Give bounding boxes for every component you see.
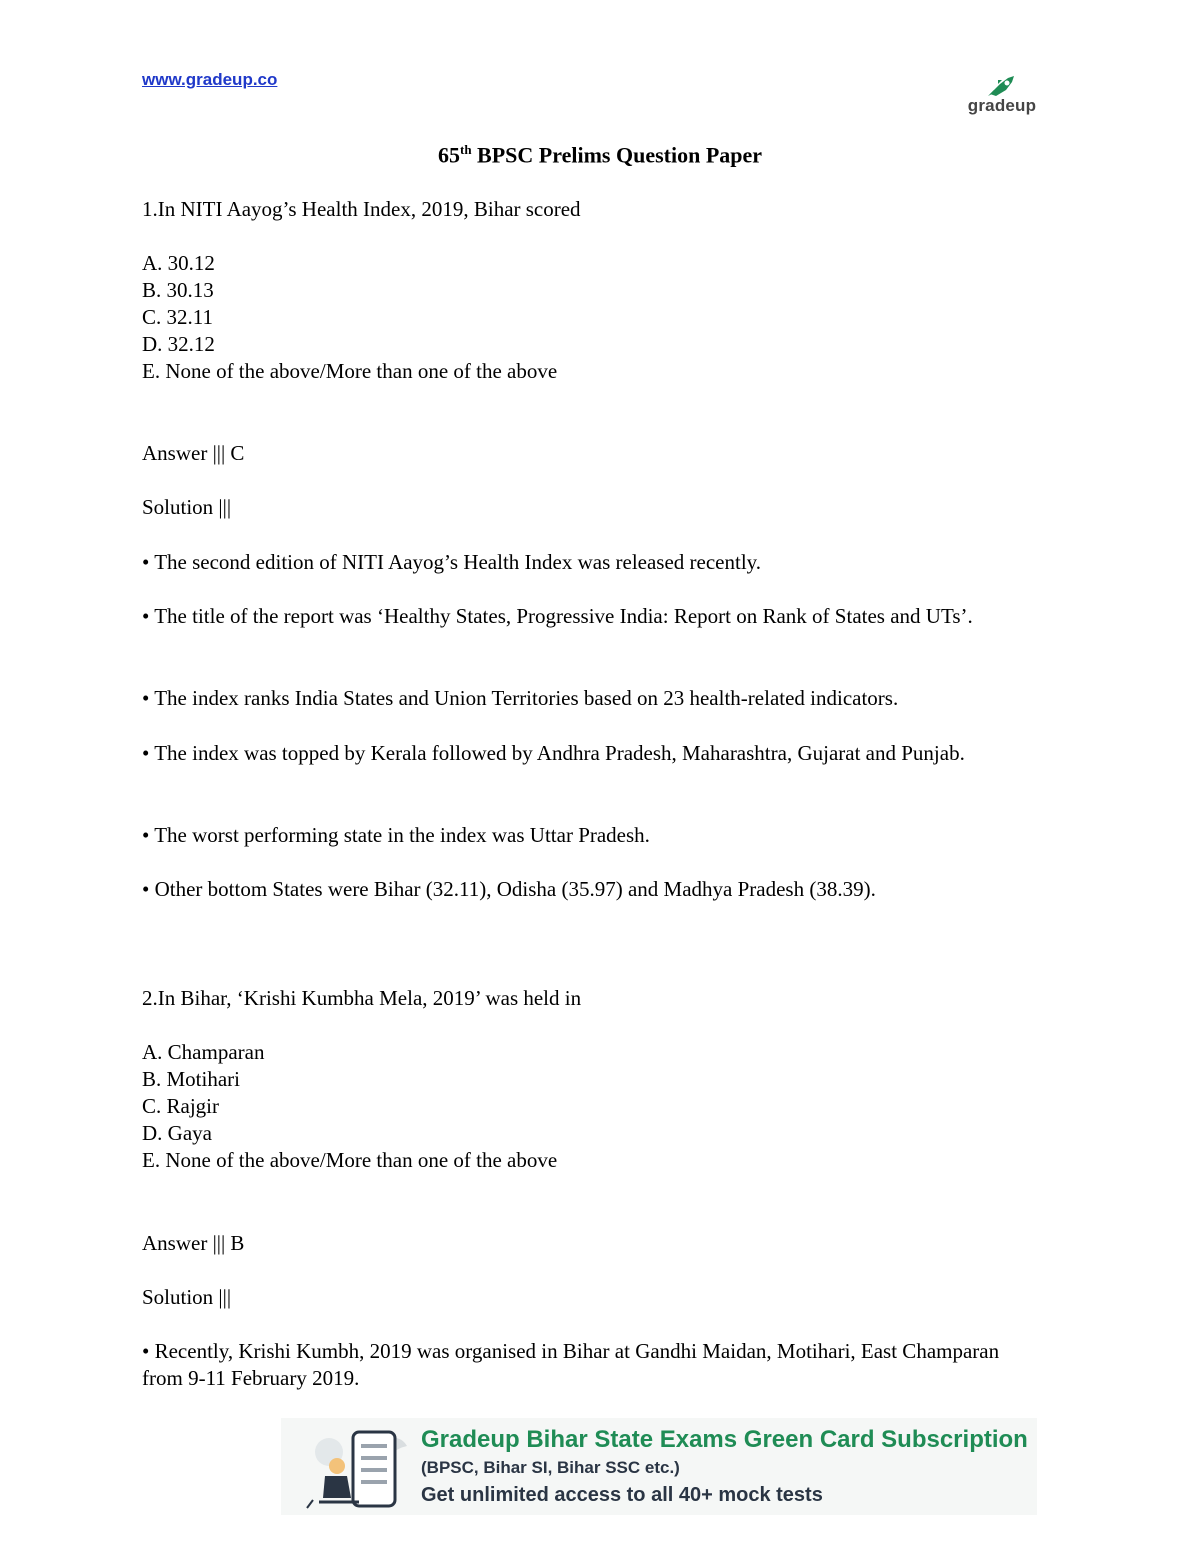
solution-point: • The title of the report was ‘Healthy States, Progressive India: Report on Rank of States and UTs’. bbox=[142, 604, 973, 628]
option-e: E. None of the above/More than one of the above bbox=[142, 359, 558, 383]
option-c: C. Rajgir bbox=[142, 1094, 219, 1118]
solution-label: Solution ||| bbox=[142, 1285, 232, 1309]
page-title: 65th BPSC Prelims Question Paper bbox=[437, 142, 763, 168]
promo-banner[interactable] bbox=[281, 1418, 1037, 1515]
option-a: A. 30.12 bbox=[142, 251, 215, 275]
solution-label: Solution ||| bbox=[142, 495, 232, 519]
banner-title: Gradeup Bihar State Exams Green Card Subscription bbox=[421, 1426, 1028, 1453]
answer-line: Answer ||| C bbox=[142, 441, 245, 465]
option-d: D. Gaya bbox=[142, 1121, 212, 1145]
gradeup-logo bbox=[960, 74, 1044, 120]
answer-line: Answer ||| B bbox=[142, 1231, 245, 1255]
banner-cta: Get unlimited access to all 40+ mock tests bbox=[421, 1484, 823, 1506]
option-a: A. Champaran bbox=[142, 1040, 265, 1064]
solution-point: • Recently, Krishi Kumbh, 2019 was organised in Bihar at Gandhi Maidan, Motihari, East Champaran from 9-11 February 2019. bbox=[142, 1339, 1000, 1390]
question-text: 2.In Bihar, ‘Krishi Kumbha Mela, 2019’ was held in bbox=[142, 986, 582, 1010]
solution-point: • Other bottom States were Bihar (32.11), Odisha (35.97) and Madhya Pradesh (38.39). bbox=[142, 877, 876, 901]
option-d: D. 32.12 bbox=[142, 332, 215, 356]
banner-subtitle: (BPSC, Bihar SI, Bihar SSC etc.) bbox=[421, 1458, 680, 1477]
solution-point: • The index was topped by Kerala followed by Andhra Pradesh, Maharashtra, Gujarat and Punjab. bbox=[142, 741, 965, 765]
site-link[interactable]: www.gradeup.co bbox=[142, 70, 278, 89]
option-b: B. 30.13 bbox=[142, 278, 214, 302]
rocket-icon bbox=[986, 74, 1018, 98]
question-text: 1.In NITI Aayog’s Health Index, 2019, Bihar scored bbox=[142, 197, 581, 221]
solution-point: • The index ranks India States and Union Territories based on 23 health-related indicators. bbox=[142, 686, 899, 710]
phone-illustration-icon bbox=[289, 1422, 414, 1512]
option-c: C. 32.11 bbox=[142, 305, 213, 329]
solution-point: • The second edition of NITI Aayog’s Health Index was released recently. bbox=[142, 550, 762, 574]
logo-text: gradeup bbox=[967, 96, 1037, 115]
solution-point: • The worst performing state in the index was Uttar Pradesh. bbox=[142, 823, 650, 847]
option-e: E. None of the above/More than one of the above bbox=[142, 1148, 558, 1172]
option-b: B. Motihari bbox=[142, 1067, 240, 1091]
